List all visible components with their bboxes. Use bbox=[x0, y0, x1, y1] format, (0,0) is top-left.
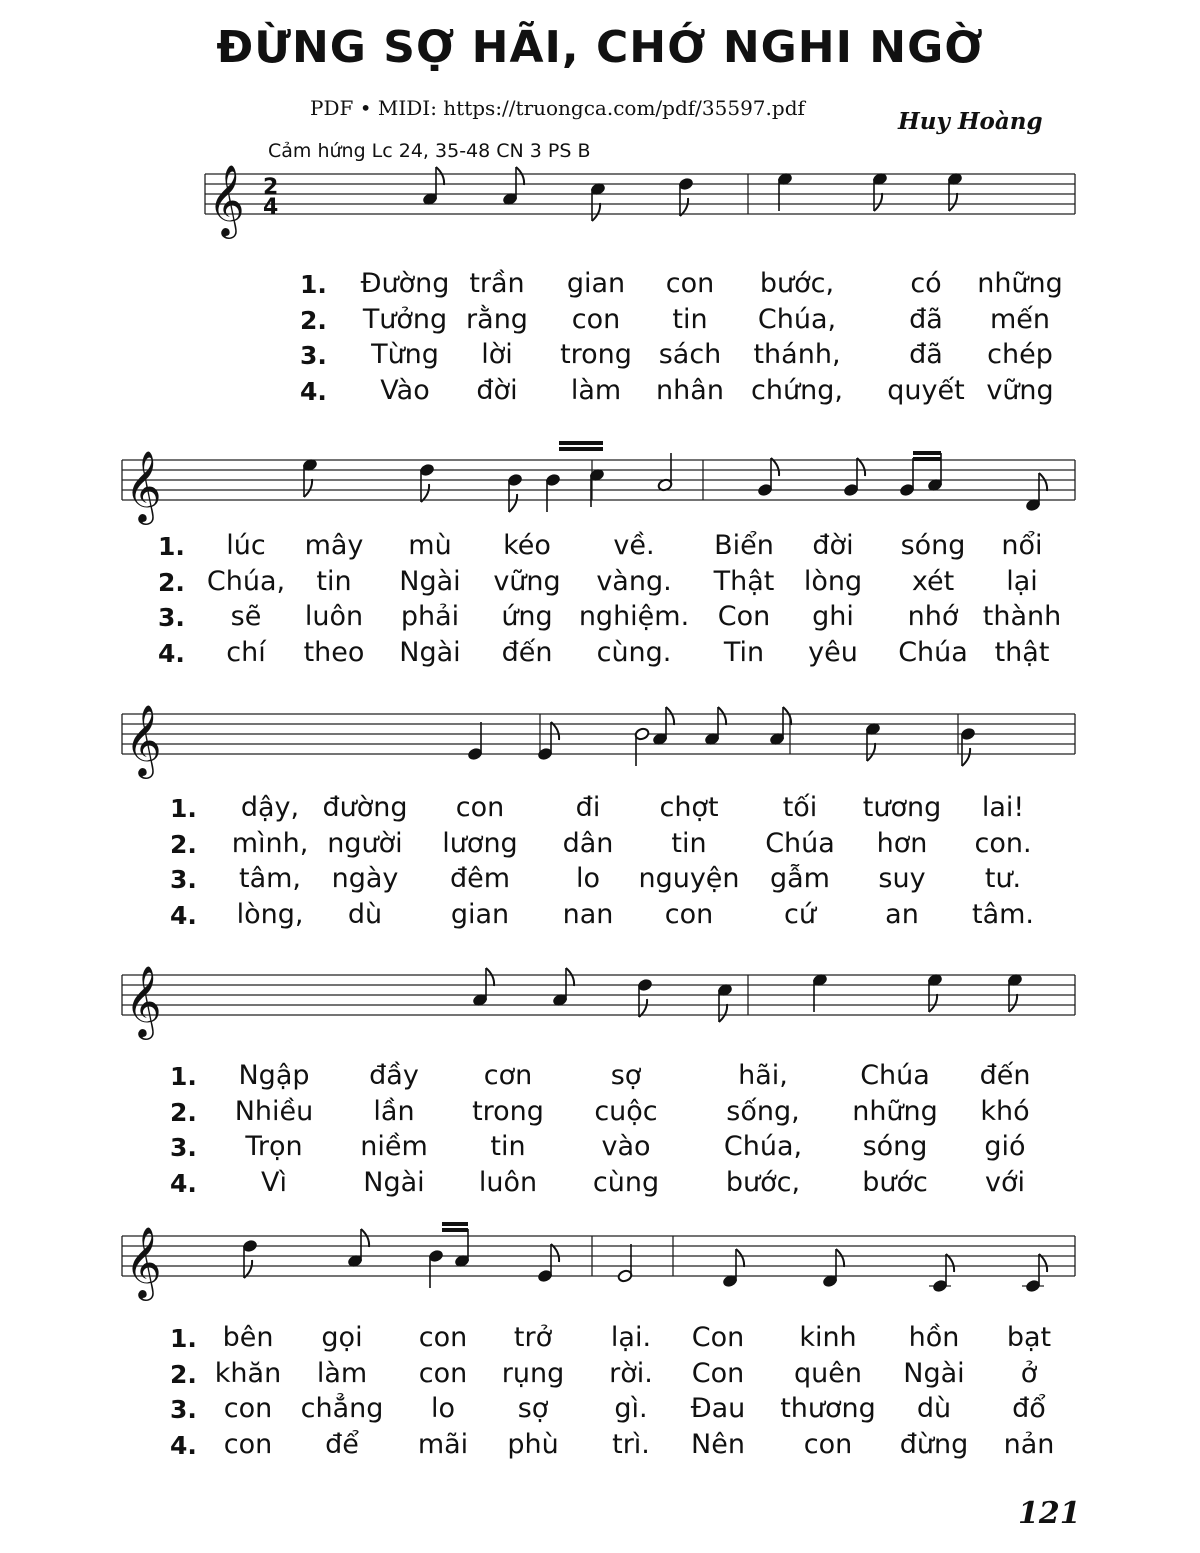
note bbox=[812, 973, 828, 1012]
verse-number: 3. bbox=[300, 341, 327, 370]
lyric-syllable: vững bbox=[493, 565, 561, 597]
inspiration-note: Cảm hứng Lc 24, 35-48 CN 3 PS B bbox=[268, 140, 591, 162]
note bbox=[769, 707, 791, 746]
lyric-syllable: ngày bbox=[331, 863, 399, 894]
lyric-syllable: gian bbox=[566, 268, 626, 299]
note-flag bbox=[946, 1254, 954, 1272]
treble-clef-icon: 𝄞 bbox=[125, 703, 162, 776]
music-system bbox=[122, 1224, 1075, 1301]
lyric-syllable: cùng bbox=[592, 1166, 660, 1198]
verse-number: 4. bbox=[158, 638, 185, 668]
lyric-syllable: cơn bbox=[483, 1060, 533, 1091]
lyric-syllable: Tưởng bbox=[362, 303, 448, 335]
note bbox=[927, 973, 943, 1012]
verse-number: 2. bbox=[170, 1097, 197, 1127]
lyric-syllable: bước bbox=[862, 1166, 928, 1198]
lyric-syllable: đừng bbox=[899, 1428, 969, 1460]
note bbox=[722, 1249, 744, 1288]
note bbox=[502, 167, 524, 206]
note bbox=[347, 1229, 369, 1268]
lyric-syllable: Vào bbox=[380, 374, 430, 406]
note-flag bbox=[736, 1249, 744, 1267]
lyric-syllable: Ngài bbox=[399, 565, 461, 597]
lyric-syllable: nhân bbox=[656, 374, 724, 406]
lyric-syllable: lòng bbox=[803, 565, 863, 597]
note-flag bbox=[592, 203, 600, 221]
lyric-syllable: đầy bbox=[369, 1060, 419, 1091]
treble-clef-icon: 𝄞 bbox=[125, 1225, 162, 1298]
verse-number: 2. bbox=[170, 1359, 197, 1389]
note-flag bbox=[304, 479, 312, 497]
lyric-syllable: sách bbox=[658, 339, 722, 370]
lyric-syllable: an bbox=[885, 898, 919, 930]
lyric-syllable: rụng bbox=[501, 1357, 565, 1389]
note bbox=[843, 458, 865, 497]
lyric-syllable: chí bbox=[226, 636, 266, 668]
lyric-syllable: Con bbox=[691, 1322, 745, 1353]
lyric-syllable: dù bbox=[916, 1393, 952, 1424]
verse-number: 4. bbox=[170, 1168, 197, 1198]
note-flag bbox=[244, 1260, 252, 1278]
lyric-syllable: đường bbox=[322, 792, 408, 823]
note-flag bbox=[962, 748, 970, 766]
lyric-syllable: Chúa bbox=[860, 1060, 930, 1091]
lyric-syllable: lại bbox=[1006, 565, 1038, 597]
lyric-syllable: sóng bbox=[862, 1131, 928, 1162]
note-flag bbox=[949, 193, 957, 211]
lyric-syllable: vững bbox=[986, 374, 1054, 406]
note bbox=[634, 727, 650, 766]
note bbox=[652, 707, 674, 746]
lyric-syllable: sẽ bbox=[230, 601, 262, 632]
lyric-syllable: làm bbox=[316, 1357, 368, 1389]
lyric-syllable: dân bbox=[562, 827, 614, 859]
note-flag bbox=[874, 193, 882, 211]
lyric-syllable: nản bbox=[1003, 1428, 1055, 1460]
music-system bbox=[122, 964, 1075, 1040]
lyric-syllable: về. bbox=[613, 530, 655, 561]
verse-number: 4. bbox=[300, 376, 327, 406]
lyric-syllable: những bbox=[977, 268, 1063, 299]
lyric-syllable: chép bbox=[987, 339, 1053, 370]
lyric-syllable: để bbox=[325, 1428, 359, 1460]
lyric-syllable: đời bbox=[476, 374, 518, 406]
lyric-syllable: con bbox=[803, 1428, 853, 1460]
note bbox=[777, 172, 793, 211]
lyric-syllable: đến bbox=[979, 1060, 1031, 1091]
note bbox=[552, 968, 574, 1007]
lyric-syllable: Chúa bbox=[898, 636, 968, 668]
note-flag bbox=[421, 484, 429, 502]
lyric-syllable: mù bbox=[408, 530, 452, 561]
lyric-syllable: chợt bbox=[659, 792, 719, 823]
source-link[interactable]: PDF • MIDI: https://truongca.com/pdf/35597.pdf bbox=[310, 96, 805, 120]
note-flag bbox=[857, 458, 865, 476]
lyric-syllable: trần bbox=[469, 268, 525, 299]
verse-number: 2. bbox=[170, 829, 197, 859]
lyric-syllable: Tin bbox=[723, 636, 765, 668]
note-flag bbox=[1039, 1254, 1047, 1272]
verse-number: 3. bbox=[158, 603, 185, 632]
lyric-syllable: lai! bbox=[981, 792, 1025, 823]
lyric-syllable: tin bbox=[672, 303, 708, 335]
lyric-syllable: Biển bbox=[714, 530, 774, 561]
lyric-syllable: Ngài bbox=[399, 636, 461, 668]
lyric-syllable: con bbox=[223, 1428, 273, 1460]
verse-number: 1. bbox=[170, 1062, 197, 1091]
lyric-syllable: gian bbox=[450, 898, 510, 930]
lyric-syllable: tối bbox=[782, 792, 818, 823]
lyric-syllable: cùng. bbox=[596, 636, 672, 668]
music-system bbox=[122, 443, 1075, 525]
note bbox=[302, 458, 318, 497]
treble-clef-icon: 𝄞 bbox=[125, 449, 162, 522]
lyric-syllable: phải bbox=[400, 601, 460, 632]
lyric-syllable: Chúa, bbox=[757, 303, 837, 335]
lyric-syllable: xét bbox=[911, 565, 955, 597]
note bbox=[1022, 1254, 1047, 1293]
lyric-syllable: hồn bbox=[908, 1322, 960, 1353]
lyric-syllable: con bbox=[223, 1393, 273, 1424]
note bbox=[419, 463, 435, 502]
note bbox=[872, 172, 888, 211]
lyric-syllable: nghiệm. bbox=[578, 601, 690, 632]
lyric-syllable: Vì bbox=[261, 1166, 287, 1198]
lyric-syllable: Nên bbox=[691, 1428, 745, 1460]
lyric-syllable: nhớ bbox=[907, 601, 959, 632]
verse-number: 3. bbox=[170, 1395, 197, 1424]
lyric-syllable: con bbox=[665, 268, 715, 299]
lyric-syllable: phù bbox=[507, 1428, 559, 1460]
note-flag bbox=[509, 494, 517, 512]
note-flag bbox=[1039, 473, 1047, 491]
note bbox=[678, 177, 694, 216]
lyric-syllable: tư. bbox=[984, 863, 1022, 894]
lyric-syllable: tin bbox=[316, 565, 352, 597]
note bbox=[467, 722, 483, 761]
note-flag bbox=[436, 167, 444, 185]
note bbox=[589, 468, 605, 507]
lyric-syllable: kéo bbox=[503, 530, 551, 561]
page-number: 121 bbox=[1018, 1496, 1081, 1531]
lyric-syllable: Ngài bbox=[363, 1166, 425, 1198]
note bbox=[704, 707, 726, 746]
lyric-syllable: với bbox=[985, 1166, 1025, 1198]
lyric-syllable: dậy, bbox=[240, 792, 300, 823]
note bbox=[757, 458, 779, 497]
note-flag bbox=[718, 707, 726, 725]
lyric-syllable: Nhiều bbox=[234, 1095, 314, 1127]
lyric-syllable: đến bbox=[501, 636, 553, 668]
lyric-syllable: ứng bbox=[501, 601, 553, 632]
verse-number: 4. bbox=[170, 1430, 197, 1460]
lyric-syllable: tin bbox=[490, 1131, 526, 1162]
lyric-syllable: kinh bbox=[799, 1322, 857, 1353]
note bbox=[242, 1239, 258, 1278]
note-flag bbox=[566, 968, 574, 986]
lyric-syllable: bước, bbox=[725, 1166, 801, 1198]
lyric-syllable: gọi bbox=[321, 1322, 363, 1353]
lyric-syllable: lương bbox=[442, 827, 518, 859]
song-title: ĐỪNG SỢ HÃI, CHỚ NGHI NGỜ bbox=[216, 22, 984, 73]
lyric-syllable: con bbox=[418, 1357, 468, 1389]
lyric-syllable: bước, bbox=[759, 268, 835, 299]
note bbox=[865, 722, 881, 761]
note bbox=[507, 473, 523, 512]
lyric-syllable: mến bbox=[989, 303, 1051, 335]
lyric-syllable: nổi bbox=[1001, 530, 1043, 561]
lyric-syllable: ở bbox=[1020, 1357, 1038, 1389]
lyric-syllable: Đau bbox=[690, 1393, 746, 1424]
lyric-syllable: bạt bbox=[1006, 1322, 1052, 1353]
lyric-syllable: hơn bbox=[876, 827, 928, 859]
lyric-syllable: con bbox=[571, 303, 621, 335]
lyric-syllable: lo bbox=[430, 1393, 456, 1424]
note bbox=[960, 727, 976, 766]
lyric-syllable: có bbox=[910, 268, 942, 299]
treble-clef-icon: 𝄞 bbox=[208, 163, 245, 236]
lyric-syllable: sợ bbox=[610, 1060, 642, 1091]
note bbox=[947, 172, 963, 211]
lyric-syllable: Trọn bbox=[245, 1131, 303, 1162]
note-flag bbox=[639, 999, 647, 1017]
note bbox=[1025, 473, 1047, 512]
lyric-syllable: tin bbox=[671, 827, 707, 859]
note bbox=[545, 473, 561, 512]
lyric-syllable: rằng bbox=[466, 303, 528, 335]
note-flag bbox=[551, 722, 559, 740]
note bbox=[929, 1254, 954, 1293]
lyric-syllable: sống, bbox=[726, 1095, 800, 1127]
verse-number: 1. bbox=[158, 532, 185, 561]
note bbox=[899, 458, 915, 497]
music-system bbox=[205, 163, 1075, 239]
lyric-syllable: Ngập bbox=[238, 1060, 310, 1091]
lyric-syllable: sợ bbox=[517, 1393, 549, 1424]
lyric-syllable: lần bbox=[373, 1095, 415, 1127]
note bbox=[617, 1244, 633, 1283]
lyric-syllable: lại. bbox=[610, 1322, 652, 1353]
lyric-syllable: đi bbox=[575, 792, 601, 823]
lyric-syllable: Chúa bbox=[765, 827, 835, 859]
note-flag bbox=[771, 458, 779, 476]
verse-number: 3. bbox=[170, 865, 197, 894]
lyric-syllable: nguyện bbox=[638, 863, 740, 894]
lyric-syllable: bên bbox=[222, 1322, 274, 1353]
lyric-syllable: làm bbox=[570, 374, 622, 406]
lyric-syllable: trì. bbox=[612, 1428, 650, 1460]
lyric-syllable: suy bbox=[878, 863, 926, 894]
note bbox=[717, 983, 733, 1022]
note-flag bbox=[516, 167, 524, 185]
lyric-syllable: gió bbox=[984, 1131, 1026, 1162]
lyric-syllable: con. bbox=[974, 827, 1032, 859]
lyric-syllable: niềm bbox=[360, 1131, 428, 1162]
note bbox=[428, 1249, 444, 1288]
lyric-syllable: Con bbox=[691, 1357, 745, 1389]
lyric-syllable: thương bbox=[780, 1393, 876, 1424]
lyric-syllable: đã bbox=[909, 303, 943, 335]
verse-number: 1. bbox=[170, 794, 197, 823]
note bbox=[822, 1249, 844, 1288]
note bbox=[1007, 973, 1023, 1012]
note-flag bbox=[666, 707, 674, 725]
lyric-syllable: tương bbox=[862, 792, 942, 823]
note-flag bbox=[1009, 994, 1017, 1012]
lyric-syllable: gẫm bbox=[770, 863, 830, 894]
verse-number: 3. bbox=[170, 1133, 197, 1162]
treble-clef-icon: 𝄞 bbox=[125, 964, 162, 1037]
lyric-syllable: thành bbox=[982, 601, 1062, 632]
lyric-syllable: con bbox=[418, 1322, 468, 1353]
note bbox=[472, 968, 494, 1007]
lyric-syllable: luôn bbox=[478, 1166, 538, 1198]
lyric-syllable: mây bbox=[304, 530, 364, 561]
lyric-syllable: dù bbox=[347, 898, 383, 930]
lyric-syllable: lúc bbox=[226, 530, 266, 561]
lyric-syllable: yêu bbox=[808, 636, 858, 668]
note-flag bbox=[680, 198, 688, 216]
lyric-syllable: hãi, bbox=[738, 1060, 788, 1091]
lyric-syllable: quyết bbox=[887, 374, 965, 406]
lyric-syllable: chứng, bbox=[751, 374, 843, 406]
lyric-syllable: vàng. bbox=[596, 565, 672, 597]
verse-number: 2. bbox=[300, 305, 327, 335]
lyric-syllable: con bbox=[664, 898, 714, 930]
lyric-syllable: đổ bbox=[1012, 1393, 1046, 1424]
lyric-syllable: chẳng bbox=[300, 1393, 384, 1424]
verse-number: 4. bbox=[170, 900, 197, 930]
note-flag bbox=[361, 1229, 369, 1247]
note-flag bbox=[836, 1249, 844, 1267]
lyric-syllable: Đường bbox=[360, 268, 450, 299]
note-flag bbox=[719, 1004, 727, 1022]
note bbox=[590, 182, 606, 221]
lyric-syllable: luôn bbox=[304, 601, 364, 632]
lyric-syllable: người bbox=[327, 827, 403, 859]
lyric-syllable: đời bbox=[812, 530, 854, 561]
lyric-syllable: nan bbox=[562, 898, 614, 930]
lyric-syllable: tâm, bbox=[238, 863, 302, 894]
lyric-syllable: con bbox=[455, 792, 505, 823]
lyric-syllable: vào bbox=[601, 1131, 651, 1162]
lyric-syllable: sóng bbox=[900, 530, 966, 561]
lyric-syllable: theo bbox=[303, 636, 365, 668]
lyric-syllable: cuộc bbox=[594, 1095, 658, 1127]
lyric-syllable: Chúa, bbox=[206, 565, 286, 597]
lyric-syllable: lo bbox=[575, 863, 601, 894]
note bbox=[657, 453, 673, 492]
lyric-syllable: gì. bbox=[614, 1393, 648, 1424]
note bbox=[422, 167, 444, 206]
time-signature-top: 2 bbox=[263, 175, 279, 200]
lyric-syllable: rời. bbox=[609, 1357, 653, 1389]
lyric-syllable: Từng bbox=[371, 339, 439, 370]
lyric-syllable: trở bbox=[513, 1322, 553, 1353]
lyric-syllable: thánh, bbox=[753, 339, 841, 370]
lyric-syllable: cứ bbox=[784, 898, 816, 930]
note bbox=[454, 1229, 470, 1268]
lyric-syllable: những bbox=[852, 1095, 938, 1127]
lyric-syllable: Ngài bbox=[903, 1357, 965, 1389]
note-flag bbox=[867, 743, 875, 761]
note bbox=[637, 978, 653, 1017]
lyric-syllable: đêm bbox=[449, 863, 511, 894]
time-signature-bottom: 4 bbox=[263, 195, 279, 220]
music-system bbox=[122, 703, 1075, 779]
lyric-syllable: đã bbox=[909, 339, 943, 370]
lyric-syllable: lời bbox=[481, 339, 513, 370]
lyric-syllable: khăn bbox=[214, 1357, 282, 1389]
note-flag bbox=[486, 968, 494, 986]
verse-number: 1. bbox=[170, 1324, 197, 1353]
lyric-syllable: tâm. bbox=[971, 898, 1035, 930]
lyric-syllable: trong bbox=[560, 339, 632, 370]
note-flag bbox=[551, 1244, 559, 1262]
note-flag bbox=[929, 994, 937, 1012]
lyric-syllable: Thật bbox=[713, 565, 775, 597]
lyric-syllable: mãi bbox=[417, 1428, 469, 1460]
lyric-syllable: thật bbox=[994, 636, 1050, 668]
lyric-syllable: ghi bbox=[812, 601, 854, 632]
lyric-syllable: quên bbox=[794, 1357, 862, 1389]
lyric-syllable: trong bbox=[472, 1095, 544, 1127]
lyric-syllable: Chúa, bbox=[723, 1131, 803, 1162]
verse-number: 2. bbox=[158, 567, 185, 597]
lyric-syllable: khó bbox=[980, 1095, 1030, 1127]
lyric-syllable: mình, bbox=[231, 827, 309, 859]
author-name: Huy Hoàng bbox=[898, 108, 1043, 135]
verse-number: 1. bbox=[300, 270, 327, 299]
lyric-syllable: Con bbox=[717, 601, 771, 632]
lyric-syllable: lòng, bbox=[236, 898, 304, 930]
note bbox=[537, 1244, 559, 1283]
